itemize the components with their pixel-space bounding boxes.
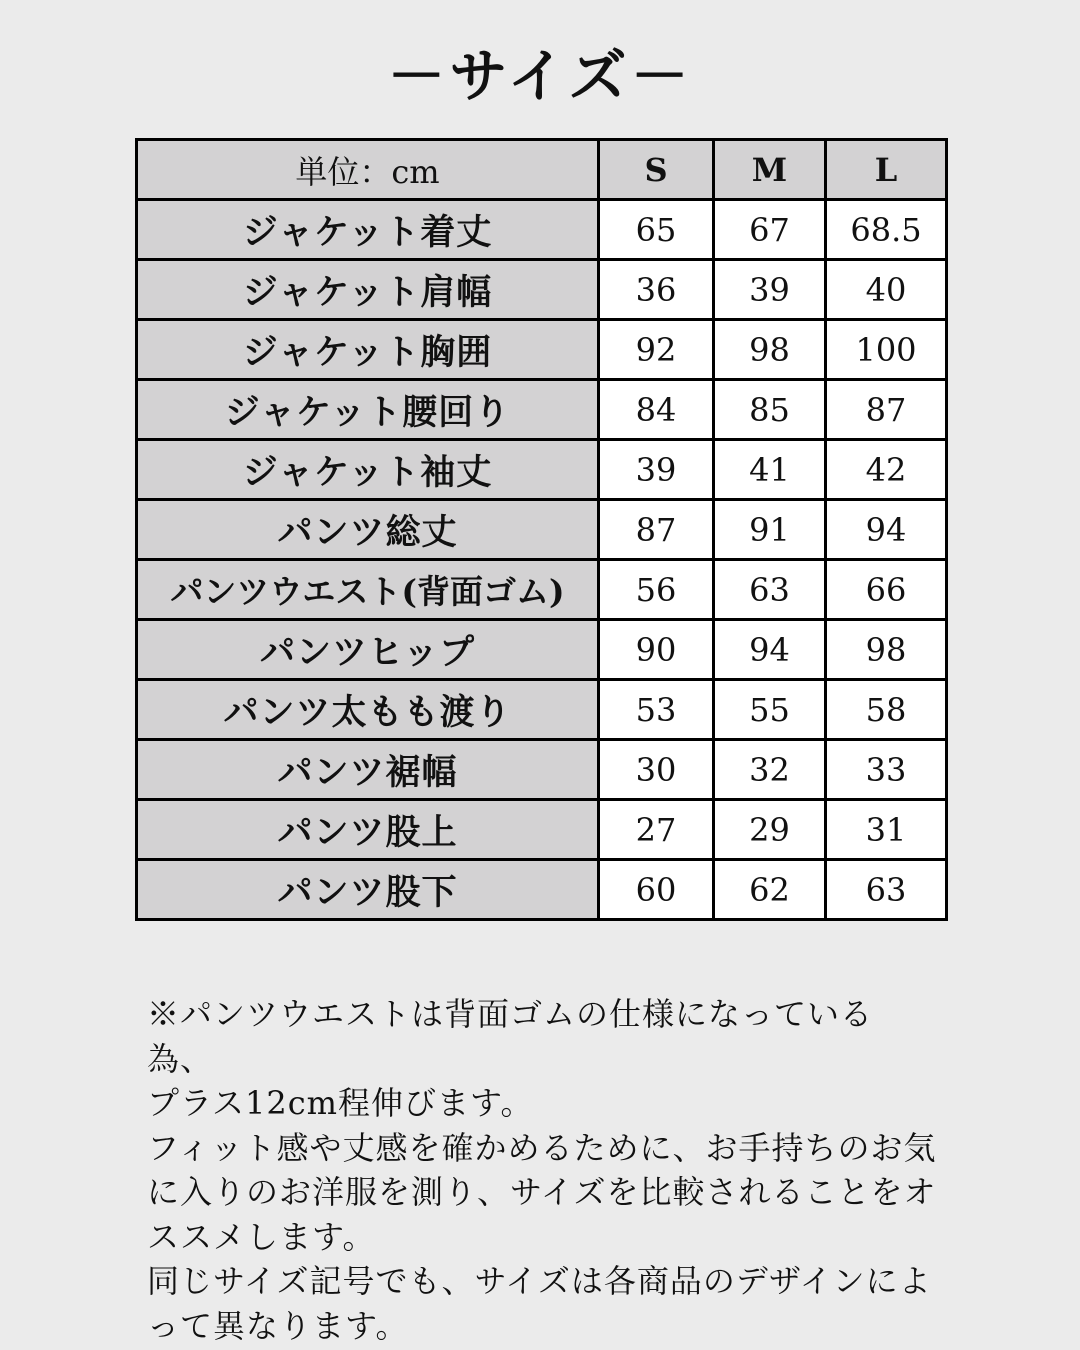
note-line: って異なります。: [147, 1306, 409, 1345]
table-row: [137, 620, 947, 680]
value-cell-m: 91: [714, 500, 826, 560]
row-label: パンツ股上: [137, 800, 599, 860]
value-cell-m: 98: [714, 320, 826, 380]
note-line: ススメします。: [147, 1217, 376, 1256]
note-line: フィット感や丈感を確かめるために、お手持ちのお気: [147, 1128, 937, 1167]
value-cell-s: 92: [599, 320, 714, 380]
value-cell-s: 53: [599, 680, 714, 740]
row-label: ジャケット肩幅: [137, 260, 599, 320]
table-row: [137, 680, 947, 740]
value-cell-m: 63: [714, 560, 826, 620]
row-label: パンツ総丈: [137, 500, 599, 560]
row-label: ジャケット胸囲: [137, 320, 599, 380]
value-cell-l: 87: [826, 380, 947, 440]
value-cell-m: 62: [714, 860, 826, 920]
value-cell-l: 66: [826, 560, 947, 620]
value-cell-s: 39: [599, 440, 714, 500]
row-label: パンツ裾幅: [137, 740, 599, 800]
value-cell-l: 100: [826, 320, 947, 380]
value-cell-s: 36: [599, 260, 714, 320]
size-table: [135, 138, 948, 921]
table-row: [137, 200, 947, 260]
table-row: [137, 800, 947, 860]
value-cell-l: 33: [826, 740, 947, 800]
size-header-s: S: [599, 140, 714, 200]
table-row: [137, 320, 947, 380]
value-cell-s: 87: [599, 500, 714, 560]
note-line: プラス12cm程伸びます。: [147, 1084, 534, 1122]
row-label: パンツ股下: [137, 860, 599, 920]
table-header-row: [137, 140, 947, 200]
table-row: [137, 380, 947, 440]
size-header-l: L: [826, 140, 947, 200]
row-label: パンツウエスト(背面ゴム): [137, 560, 599, 620]
row-label: パンツ太もも渡り: [137, 680, 599, 740]
value-cell-l: 98: [826, 620, 947, 680]
value-cell-m: 55: [714, 680, 826, 740]
value-cell-s: 60: [599, 860, 714, 920]
table-row: [137, 440, 947, 500]
row-label: ジャケット着丈: [137, 200, 599, 260]
notes: [147, 992, 937, 1348]
table-row: [137, 260, 947, 320]
value-cell-m: 85: [714, 380, 826, 440]
value-cell-s: 65: [599, 200, 714, 260]
value-cell-s: 30: [599, 740, 714, 800]
row-label: ジャケット腰回り: [137, 380, 599, 440]
value-cell-l: 94: [826, 500, 947, 560]
table-row: [137, 740, 947, 800]
table-row: [137, 560, 947, 620]
value-cell-m: 94: [714, 620, 826, 680]
value-cell-l: 63: [826, 860, 947, 920]
value-cell-l: 40: [826, 260, 947, 320]
value-cell-l: 58: [826, 680, 947, 740]
note-line: 同じサイズ記号でも、サイズは各商品のデザインによ: [147, 1262, 932, 1300]
value-cell-s: 56: [599, 560, 714, 620]
value-cell-m: 39: [714, 260, 826, 320]
value-cell-s: 27: [599, 800, 714, 860]
value-cell-l: 31: [826, 800, 947, 860]
value-cell-s: 84: [599, 380, 714, 440]
table-row: [137, 500, 947, 560]
value-cell-l: 68.5: [826, 200, 947, 260]
table-row: [137, 860, 947, 920]
unit-header: 単位：cm: [137, 140, 599, 200]
row-label: ジャケット袖丈: [137, 440, 599, 500]
page-title: －サイズ－: [387, 42, 693, 110]
note-line: ※パンツウエストは背面ゴムの仕様になっている為、: [147, 995, 874, 1078]
value-cell-m: 29: [714, 800, 826, 860]
value-cell-l: 42: [826, 440, 947, 500]
value-cell-m: 41: [714, 440, 826, 500]
value-cell-m: 32: [714, 740, 826, 800]
note-line: に入りのお洋服を測り、サイズを比較されることをオ: [147, 1173, 937, 1211]
size-header-m: M: [714, 140, 826, 200]
value-cell-s: 90: [599, 620, 714, 680]
table-body: [137, 200, 947, 920]
value-cell-m: 67: [714, 200, 826, 260]
row-label: パンツヒップ: [137, 620, 599, 680]
